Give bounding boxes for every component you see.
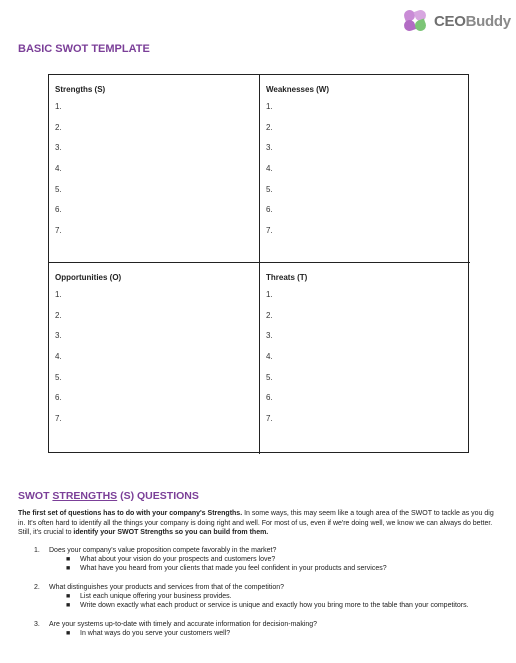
list-item: 6. (266, 205, 273, 215)
quadrant-title: Opportunities (O) (55, 273, 122, 282)
sub-question: ■ What have you heard from your clients that made you feel confident in your products and services? (66, 565, 387, 572)
list-item: 3. (266, 143, 273, 153)
list-item: 4. (55, 352, 62, 362)
list-item: 6. (266, 393, 273, 403)
list-item: 1. (55, 290, 62, 299)
quadrant-list (266, 101, 464, 246)
list-item: 1. (266, 290, 273, 299)
quadrant-list (55, 101, 253, 246)
question-text: What distinguishes your products and services from that of the competition? (49, 584, 285, 591)
question-text: Does your company's value proposition compete favorably in the market? (49, 547, 277, 554)
section-title: SWOT STRENGTHS (S) QUESTIONS (18, 490, 199, 502)
quadrant-opportunities (49, 263, 260, 454)
list-item: 2. (55, 310, 62, 320)
document-title: BASIC SWOT TEMPLATE (18, 43, 150, 55)
question-text: Are your systems up-to-date with timely and accurate information for decision-making? (49, 621, 318, 628)
list-item: 7. (266, 414, 273, 424)
swot-grid (48, 74, 469, 453)
quadrant-list (266, 289, 464, 434)
list-item: 5. (266, 372, 273, 382)
bullet-icon: ■ (66, 593, 71, 600)
list-item: 4. (266, 352, 273, 362)
list-item: 5. (55, 184, 62, 194)
quadrant-strengths (49, 75, 260, 263)
bullet-icon: ■ (66, 630, 71, 637)
list-item: 3. (266, 331, 273, 341)
bullet-icon: ■ (66, 556, 71, 563)
list-item: 4. (266, 164, 273, 174)
quadrant-title: Weaknesses (W) (266, 85, 329, 94)
sub-question: ■ What about your vision do your prospects and customers love? (66, 556, 276, 563)
logo-wordmark: CEOBuddy (434, 12, 511, 30)
question-item: 2. What distinguishes your products and services from that of the competition? ■ List each unique offering your business provides. ■ Write down exactly what each product or service is unique and exactly how you bring more to the table than your competitors. (34, 583, 500, 610)
list-item: 2. (266, 310, 273, 320)
section-title-link[interactable]: STRENGTHS (52, 490, 118, 502)
question-item: 1. Does your company's value proposition compete favorably in the market? ■ What about your vision do your prospects and customers love? ■ What have you heard from your clients that made you feel confident in your products and services? (34, 546, 500, 573)
list-item: 1. (266, 102, 273, 111)
bullet-icon: ■ (66, 565, 71, 572)
list-item: 6. (55, 205, 62, 215)
flower-logo-icon (402, 10, 430, 32)
sub-question: ■ List each unique offering your business provides. (66, 593, 232, 600)
intro-paragraph: The first set of questions has to do with your company's Strengths. In some ways, this may seem like a tough area of the SWOT to tackle as you dig in. It's often hard to identify all the things your company is doing right and well. For most of us, even if we're doing well, we know we can always do better. Still, it's crucial to identify your SWOT Strengths so you can build from them. (18, 510, 494, 536)
sub-question: ■ Write down exactly what each product or service is unique and exactly how you bring more to the table than your competitors. (66, 602, 469, 609)
question-item: 3. Are your systems up-to-date with timely and accurate information for decision-making? ■ In what ways do you serve your customers well? (34, 620, 500, 638)
list-item: 1. (55, 102, 62, 111)
list-item: 5. (55, 372, 62, 382)
list-item: 7. (55, 414, 62, 424)
list-item: 2. (266, 122, 273, 132)
list-item: 7. (55, 226, 62, 236)
list-item: 7. (266, 226, 273, 236)
list-item: 2. (55, 122, 62, 132)
bullet-icon: ■ (66, 602, 71, 609)
list-item: 4. (55, 164, 62, 174)
quadrant-title: Strengths (S) (55, 85, 106, 94)
list-item: 3. (55, 331, 62, 341)
list-item: 5. (266, 184, 273, 194)
quadrant-list (55, 289, 253, 434)
list-item: 3. (55, 143, 62, 153)
sub-question: ■ In what ways do you serve your customers well? (66, 630, 231, 637)
ceobuddy-logo (402, 10, 511, 32)
quadrant-weaknesses (260, 75, 470, 263)
list-item: 6. (55, 393, 62, 403)
quadrant-threats (260, 263, 470, 454)
quadrant-title: Threats (T) (266, 273, 308, 282)
question-list (34, 546, 500, 648)
